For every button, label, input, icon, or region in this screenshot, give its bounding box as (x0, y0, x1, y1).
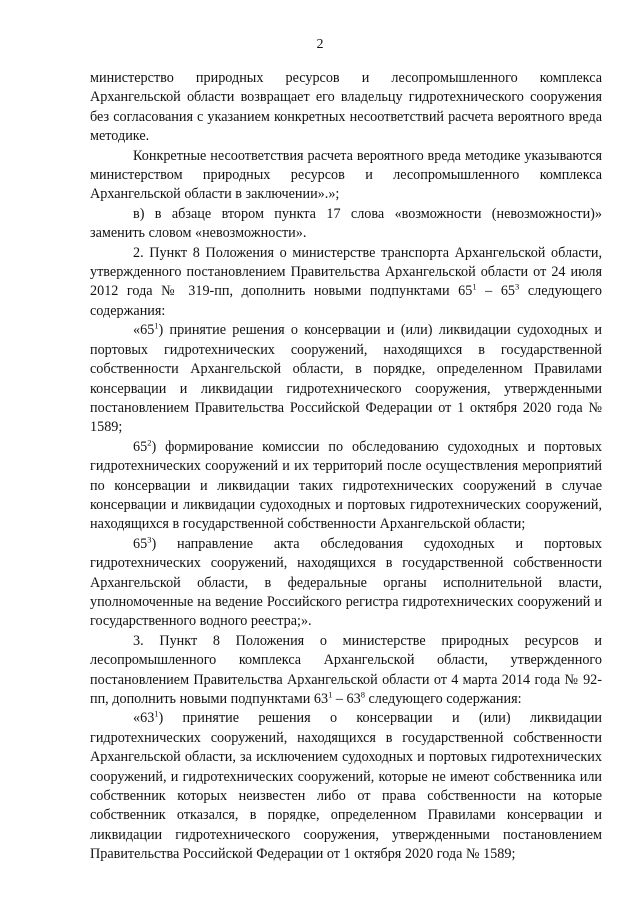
superscript-index: 1 (472, 281, 477, 292)
superscript-index: 1 (328, 689, 333, 700)
paragraph-p6 (90, 438, 602, 535)
superscript-index: 3 (147, 534, 152, 545)
paragraph-text: следующего содержания: (90, 283, 603, 319)
paragraph-text: 65 (133, 535, 148, 552)
paragraph-p4 (90, 244, 602, 322)
superscript-index: 2 (147, 436, 152, 447)
paragraph-text: «63 (133, 710, 155, 727)
paragraph-text: 3. Пункт 8 Положения о министерстве природных ресурсов и лесопромышленного комплекса Архангельской области, утвержденного постановлением Правительства Архангельской области от 4 марта 2014 года № 92-пп, дополнить новыми подпунктами 63 (90, 632, 602, 707)
paragraph-p9 (90, 709, 602, 864)
superscript-index: 3 (515, 281, 520, 292)
paragraph-p7 (90, 535, 602, 632)
paragraph-p2 (90, 147, 602, 205)
paragraph-text: – 65 (476, 283, 516, 300)
superscript-index: 8 (360, 689, 365, 700)
paragraph-p1 (90, 69, 602, 147)
superscript-index: 1 (154, 320, 159, 331)
paragraph-text: министерство природных ресурсов и лесопромышленного комплекса Архангельской области возвращает его владельцу гидротехнического сооружения без согласования с указанием конкретных несоответствий расчета вероятного вреда методике. (90, 70, 602, 145)
paragraph-text: ) направление акта обследования судоходных и портовых гидротехнических сооружений, находящихся в государственной собственности Архангельской области, в федеральные органы исполнительной власти, уполномоченные на ведение Российского регистра гидротехнических сооружений и государственного водного реестра;». (90, 535, 602, 630)
paragraph-text: 65 (133, 438, 148, 455)
superscript-index: 1 (154, 708, 159, 719)
paragraph-text: Конкретные несоответствия расчета вероятного вреда методике указываются министерством природных ресурсов и лесопромышленного комплекса Архангельской области в заключении».»; (90, 147, 602, 203)
page-number: 2 (316, 37, 324, 52)
paragraph-text: ) принятие решения о консервации и (или) ликвидации судоходных и портовых гидротехнических сооружений, находящихся в государственной собственности Архангельской области, в порядке, определенном Правилами консервации и ликвидации гидротехнического сооружения, утвержденными постановлением Правительства Российской Федерации от 1 октября 2020 года № 1589; (90, 322, 602, 436)
document-body (90, 69, 602, 865)
paragraph-p5 (90, 321, 602, 437)
paragraph-text: 2. Пункт 8 Положения о министерстве транспорта Архангельской области, утвержденного постановлением Правительства Архангельской области от 24 июля 2012 года № 319-пп, дополнить новыми подпунктами 65 (90, 244, 602, 300)
paragraph-p8 (90, 632, 602, 710)
paragraph-text: ) формирование комиссии по обследованию судоходных и портовых гидротехнических сооружений и их территорий после осуществления мероприятий по консервации и ликвидации таких гидротехнических сооружений в случае консервации и ликвидации судоходных и портовых гидротехнических сооружений, находящихся в государственной собственности Архангельской области; (90, 438, 602, 533)
paragraph-text: в) в абзаце втором пункта 17 слова «возможности (невозможности)» заменить словом «невозможности». (90, 205, 602, 242)
paragraph-p3 (90, 205, 602, 244)
paragraph-text: следующего содержания: (364, 691, 522, 707)
paragraph-text: ) принятие решения о консервации и (или) ликвидации гидротехнических сооружений, находящихся в государственной собственности Архангельской области, за исключением судоходных и портовых гидротехнических сооружений, и гидротехнических сооружений, которые не имеют собственника или собственник которых неизвестен либо от права собственности на которые собственник отказался, в порядке, определенном Правилами консервации и ликвидации гидротехнического сооружения, утвержденными постановлением Правительства Российской Федерации от 1 октября 2020 года № 1589; (90, 710, 602, 863)
paragraph-text: – 63 (332, 691, 361, 707)
paragraph-text: «65 (133, 322, 155, 339)
